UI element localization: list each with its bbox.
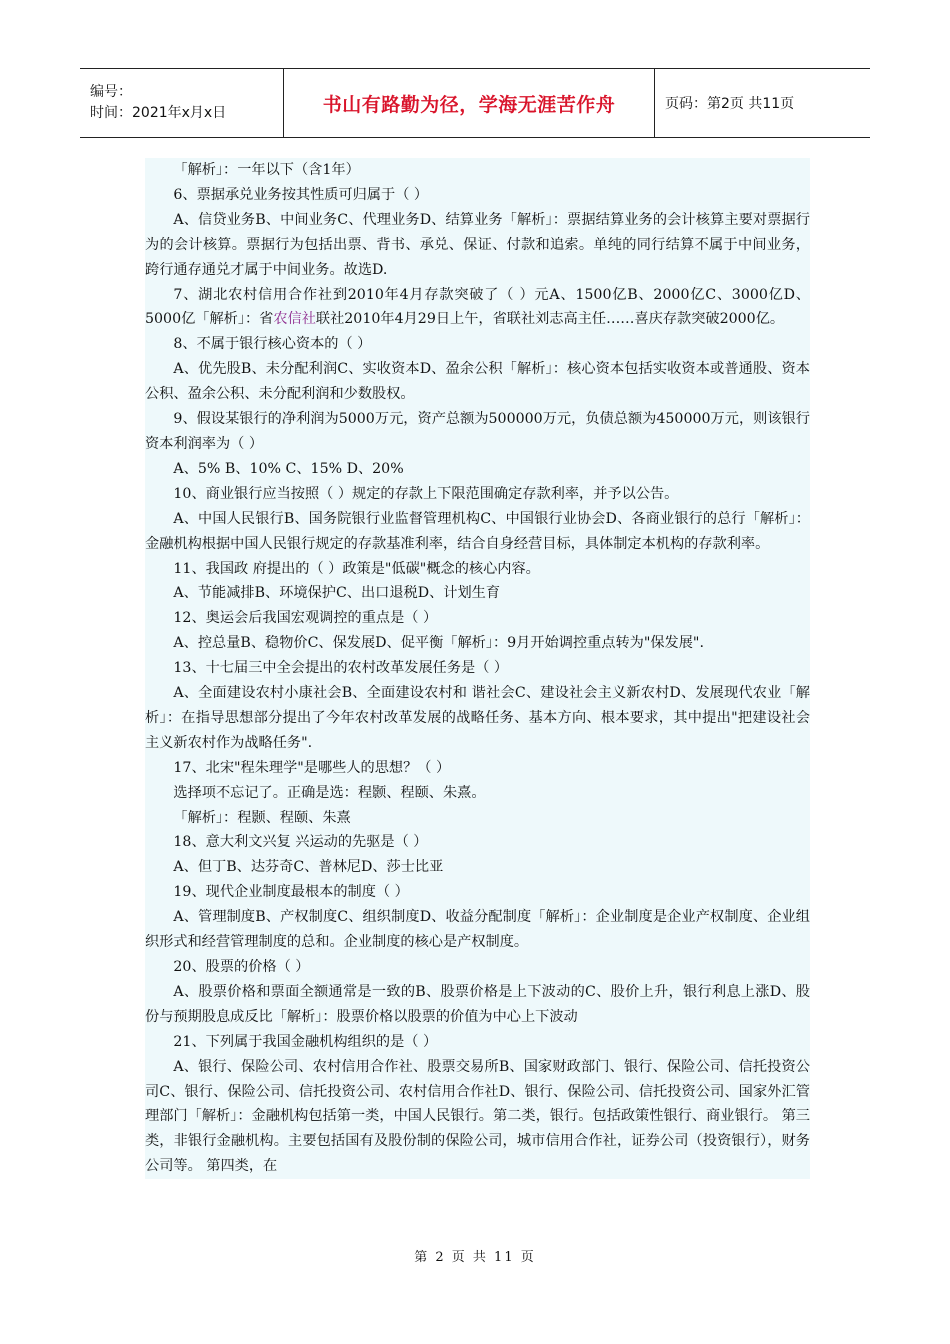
question: 11、我国政 府提出的（ ）政策是"低碳"概念的核心内容。 xyxy=(173,560,540,577)
paragraph: 选择项不忘记了。正确是选：程颢、程颐、朱熹。 xyxy=(173,784,486,801)
question: 17、北宋"程朱理学"是哪些人的思想？（ ） xyxy=(173,759,451,776)
document-time-label: 时间：2021年x月x日 xyxy=(90,105,227,121)
header-meta xyxy=(80,69,284,137)
answer: A、控总量B、稳物价C、保发展D、促平衡「解析」：9月开始调控重点转为"保发展". xyxy=(173,635,704,652)
keyword-link[interactable]: 农信社 xyxy=(273,311,316,328)
answer: A、5% B、10% C、15% D、20% xyxy=(173,460,404,477)
answer: A、管理制度B、产权制度C、组织制度D、收益分配制度「解析」：企业制度是企业产权制度、企业组织形式和经营管理制度的总和。企业制度的核心是产权制度。 xyxy=(145,909,810,951)
question: 13、十七届三中全会提出的农村改革发展任务是（ ） xyxy=(173,660,509,677)
answer: A、全面建设农村小康社会B、全面建设农村和 谐社会C、建设社会主义新农村D、发展现代农业「解析」：在指导思想部分提出了今年农村改革发展的战略任务、基本方向、根本要求，其中提出"把建设社会主义新农村作为战略任务". xyxy=(145,685,810,751)
question: 20、股票的价格（ ） xyxy=(173,959,310,975)
paragraph: 「解析」：一年以下（含1年） xyxy=(173,162,360,178)
answer: A、中国人民银行B、国务院银行业监督管理机构C、中国银行业协会D、各商业银行的总行「解析」：金融机构根据中国人民银行规定的存款基准利率，结合自身经营目标，具体制定本机构的存款利率。 xyxy=(145,510,810,552)
page-header xyxy=(80,68,870,138)
question: 8、不属于银行核心资本的（ ） xyxy=(173,336,372,353)
header-motto: 书山有路勤为径，学海无涯苦作舟 xyxy=(322,93,616,116)
answer: A、优先股B、未分配利润C、实收资本D、盈余公积「解析」：核心资本包括实收资本或普通股、资本公积、盈余公积、未分配利润和少数股权。 xyxy=(145,361,810,403)
question: 12、奥运会后我国宏观调控的重点是（ ） xyxy=(173,610,438,627)
question: 6、票据承兑业务按其性质可归属于（ ） xyxy=(173,186,429,203)
answer: A、股票价格和票面全额通常是一致的B、股票价格是上下波动的C、股价上升，银行利息上涨D、股份与预期股息成反比「解析」：股票价格以股票的价值为中心上下波动 xyxy=(145,983,810,1025)
answer: A、但丁B、达芬奇C、普林尼D、莎士比亚 xyxy=(173,859,444,876)
document-body xyxy=(145,158,810,1179)
question: 18、意大利文兴复 兴运动的先驱是（ ） xyxy=(173,834,428,851)
header-page-cell xyxy=(655,69,870,137)
question-text-tail: 联社2010年4月29日上午，省联社刘志高主任……喜庆存款突破2000亿。 xyxy=(315,311,785,328)
answer: A、银行、保险公司、农村信用合作社、股票交易所B、国家财政部门、银行、保险公司、信托投资公司C、银行、保险公司、信托投资公司、农村信用合作社D、银行、保险公司、信托投资公司、国家外汇管理部门「解析」：金融机构包括第一类，中国人民银行。第二类，银行。包括政策性银行、商业银行。 第三类，非银行金融机构。主要包括国有及股份制的保险公司，城市信用合作社，证券公司（投资银行），财务公司等。 第四类，在 xyxy=(145,1058,810,1175)
question: 19、现代企业制度最根本的制度（ ） xyxy=(173,884,409,901)
question: 10、商业银行应当按照（ ）规定的存款上下限范围确定存款利率，并予以公告。 xyxy=(173,485,679,502)
answer: A、信贷业务B、中间业务C、代理业务D、结算业务「解析」：票据结算业务的会计核算主要对票据行为的会计核算。票据行为包括出票、背书、承兑、保证、付款和追索。单纯的同行结算不属于中间业务，跨行通存通兑才属于中间业务。故选D. xyxy=(145,211,810,278)
question: 9、假设某银行的净利润为5000万元，资产总额为500000万元，负债总额为450000万元，则该银行资本利润率为（ ） xyxy=(145,411,810,452)
paragraph: 「解析」：程颢、程颐、朱熹 xyxy=(173,809,351,826)
question-text: 7、湖北农村信用合作社到2010年4月存款突破了（ ）元A、1500亿B、2000亿C、3000亿D、5000亿「解析」：省 xyxy=(145,286,810,328)
document-number-label: 编号： xyxy=(90,84,132,100)
question: 21、下列属于我国金融机构组织的是（ ） xyxy=(173,1033,438,1050)
header-page-number: 页码：第2页 共11页 xyxy=(665,96,795,112)
answer: A、节能减排B、环境保护C、出口退税D、计划生育 xyxy=(173,585,501,602)
question xyxy=(145,283,810,333)
page-footer: 第 2 页 共 11 页 xyxy=(414,1250,536,1265)
header-motto-cell xyxy=(284,69,655,137)
